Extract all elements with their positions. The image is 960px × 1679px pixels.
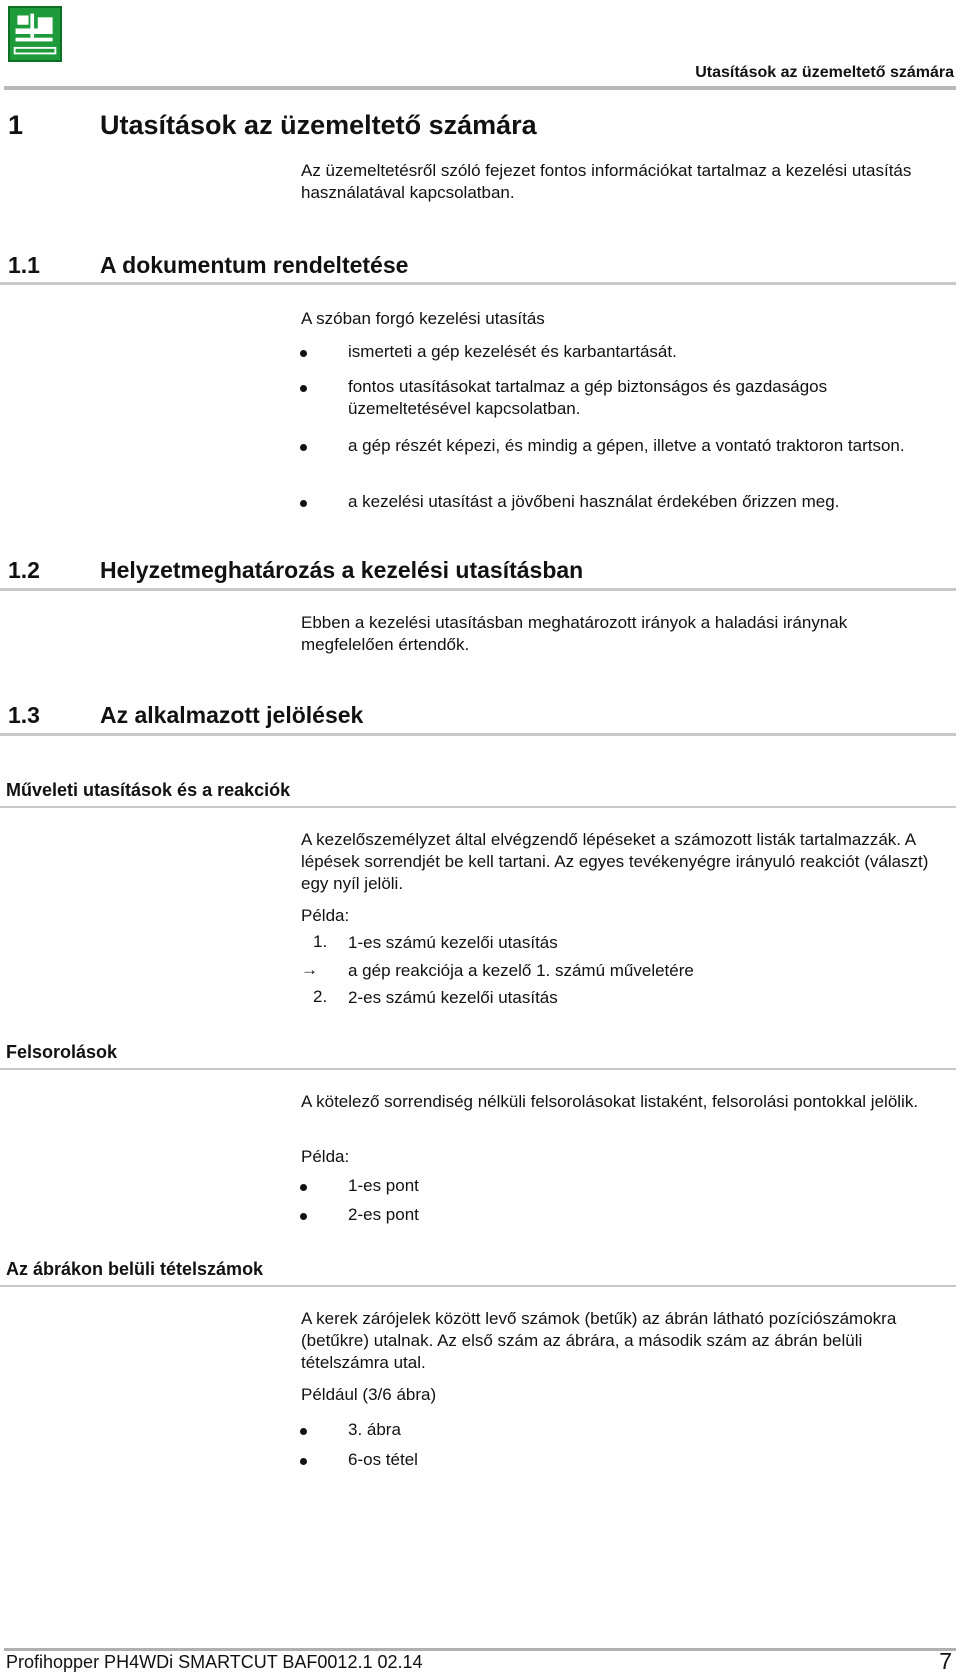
section-1-2-title — [8, 557, 583, 584]
subsection-items-heading: Az ábrákon belüli tételszámok — [6, 1259, 264, 1279]
chapter-number: 1 — [8, 110, 24, 140]
amazone-logo-icon — [10, 8, 60, 60]
items-example-label: Például (3/6 ábra) — [301, 1385, 437, 1404]
list-item: a gép részét képezi, és mindig a gépen, illetve a vontató traktoron tartson. — [348, 436, 905, 455]
step-text: 2-es számú kezelői utasítás — [348, 988, 558, 1007]
amazone-logo — [8, 6, 62, 62]
chapter-title-text: Utasítások az üzemeltető számára — [100, 110, 537, 140]
footer-divider — [4, 1648, 956, 1651]
section-title-text: Helyzetmeghatározás a kezelési utasításban — [100, 557, 584, 583]
list-item: a kezelési utasítást a jövőbeni használat érdekében őrizzen meg. — [348, 492, 840, 511]
list-item: 2-es pont — [348, 1205, 419, 1224]
section-divider — [0, 588, 956, 591]
section-divider — [0, 733, 956, 736]
section-title-text: Az alkalmazott jelölések — [100, 702, 364, 728]
footer-doc-id: Profihopper PH4WDi SMARTCUT BAF0012.1 02.14 — [6, 1652, 423, 1672]
section-number: 1.3 — [8, 702, 40, 728]
bullet-icon — [300, 1458, 307, 1465]
page-number: 7 — [939, 1648, 952, 1674]
ops-text: A kezelőszemélyzet által elvégzendő lépéseket a számozott listák tartalmazzák. A lépések sorrendjét be kell tartani. Az egyes tevékenyégre irányuló reakciót (választ) egy nyíl jelöli. — [301, 830, 929, 893]
ops-example-label: Példa: — [301, 906, 350, 925]
arrow-right-icon: → — [301, 960, 318, 979]
header-divider — [4, 86, 956, 90]
step-number: 1. — [313, 932, 328, 951]
step-number: 2. — [313, 987, 328, 1006]
bullet-icon — [300, 444, 307, 451]
list-item: ismerteti a gép kezelését és karbantartását. — [348, 342, 677, 361]
bullet-icon — [300, 500, 307, 507]
subsection-lists-heading: Felsorolások — [6, 1042, 118, 1062]
bullet-icon — [300, 350, 307, 357]
subsection-divider — [0, 1285, 956, 1287]
step-text: 1-es számú kezelői utasítás — [348, 933, 558, 952]
section-number: 1.1 — [8, 252, 40, 278]
chapter-title — [8, 110, 537, 141]
section-1-1-lead: A szóban forgó kezelési utasítás — [301, 309, 545, 328]
bullet-icon — [300, 385, 307, 392]
chapter-intro: Az üzemeltetésről szóló fejezet fontos információkat tartalmaz a kezelési utasítás használatával kapcsolatban. — [301, 161, 912, 202]
section-title-text: A dokumentum rendeltetése — [100, 252, 409, 278]
items-text: A kerek zárójelek között levő számok (betűk) az ábrán látható pozíciószámokra (betűkre) utalnak. Az első szám az ábrára, a második szám az ábrán belüli tételszámra utal. — [301, 1309, 897, 1372]
section-1-1-title — [8, 252, 408, 279]
bullet-icon — [300, 1184, 307, 1191]
step-text: a gép reakciója a kezelő 1. számú műveletére — [348, 961, 694, 980]
subsection-divider — [0, 806, 956, 808]
list-item: 1-es pont — [348, 1176, 419, 1195]
subsection-ops-heading: Műveleti utasítások és a reakciók — [6, 780, 291, 800]
list-item: 6-os tétel — [348, 1450, 418, 1469]
section-1-3-title — [8, 702, 363, 729]
section-1-2-text: Ebben a kezelési utasításban meghatározott irányok a haladási iránynak megfelelően értendők. — [301, 613, 848, 654]
bullet-icon — [300, 1428, 307, 1435]
section-divider — [0, 282, 956, 285]
list-item: fontos utasításokat tartalmaz a gép biztonságos és gazdaságos üzemeltetésével kapcsolatban. — [348, 377, 828, 418]
bullet-icon — [300, 1213, 307, 1220]
lists-text: A kötelező sorrendiség nélküli felsorolásokat listaként, felsorolási pontokkal jelölik. — [301, 1092, 919, 1111]
section-number: 1.2 — [8, 557, 40, 583]
lists-example-label: Példa: — [301, 1147, 350, 1166]
subsection-divider — [0, 1068, 956, 1070]
list-item: 3. ábra — [348, 1420, 401, 1439]
running-header: Utasítások az üzemeltető számára — [695, 64, 954, 81]
